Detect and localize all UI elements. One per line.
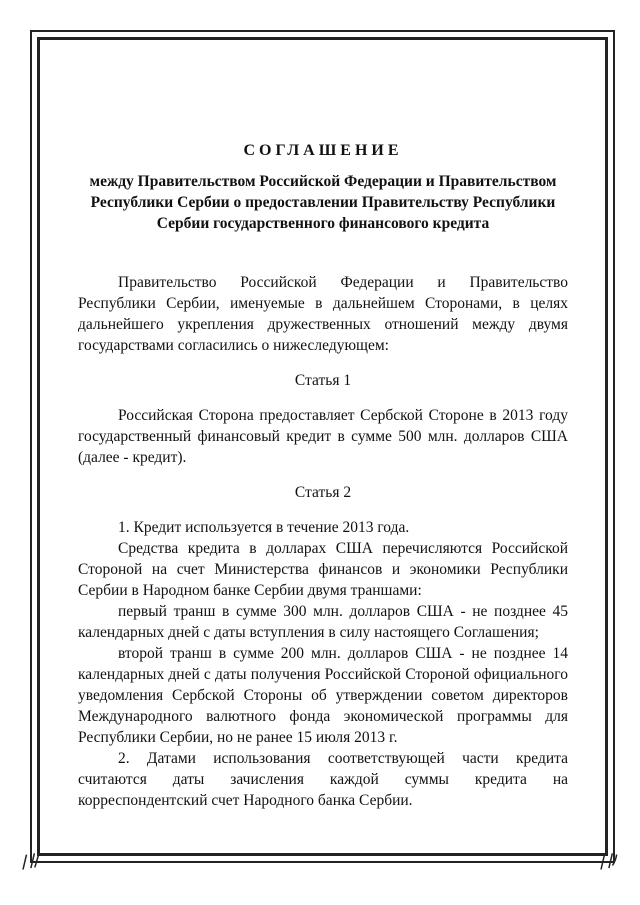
article-2-paragraph-2: Средства кредита в долларах США перечисляются Российской Стороной на счет Министерства финансов и экономики Республики Сербии в Народном банке Сербии двумя траншами: [78, 540, 568, 599]
article-1-heading: Статья 1 [294, 372, 352, 389]
article-1-text: Российская Сторона предоставляет Сербской Стороне в 2013 году государственный финансовый кредит в сумме 500 млн. долларов США (далее - кредит). [78, 407, 568, 466]
article-2-paragraph-1: 1. Кредит используется в течение 2013 года. [118, 519, 410, 536]
initials-mark-left [18, 850, 43, 875]
document-title: СОГЛАШЕНИЕ [243, 142, 403, 159]
initials-mark-right [596, 850, 621, 875]
article-2-paragraph-5: 2. Датами использования соответствующей части кредита считаются даты зачисления каждой суммы кредита на корреспондентский счет Народного банка Сербии. [78, 750, 568, 809]
article-2-heading: Статья 2 [294, 484, 352, 501]
document-subtitle: между Правительством Российской Федерации и Правительством Республики Сербии о предоставлении Правительству Республики Сербии государственного финансового кредита [89, 173, 557, 232]
document-body [78, 140, 568, 811]
preamble-paragraph: Правительство Российской Федерации и Правительство Республики Сербии, именуемые в дальнейшем Сторонами, в целях дальнейшего укрепления дружественных отношений между двумя государствами согласились о нижеследующем: [78, 274, 568, 354]
article-2-paragraph-3: первый транш в сумме 300 млн. долларов США - не позднее 45 календарных дней с даты вступления в силу настоящего Соглашения; [78, 603, 568, 641]
article-2-paragraph-4: второй транш в сумме 200 млн. долларов США - не позднее 14 календарных дней с даты получения Российской Стороной официального уведомления Сербской Стороны об утверждении советом директоров Международного валютного фонда экономической программы для Республики Сербии, но не ранее 15 июля 2013 г. [78, 645, 568, 746]
